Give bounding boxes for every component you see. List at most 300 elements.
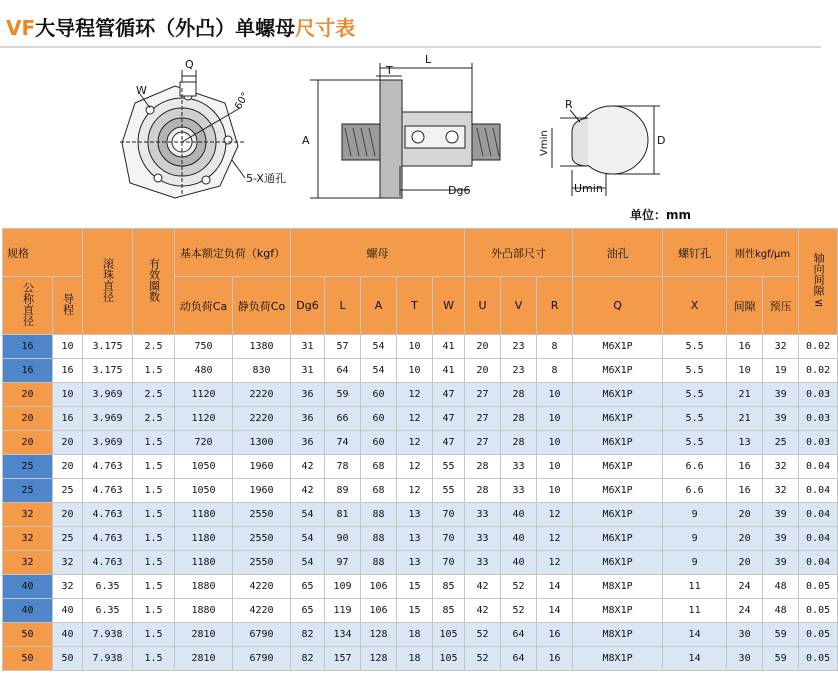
table-cell: 1.5 xyxy=(133,551,175,575)
table-cell: 9 xyxy=(663,551,727,575)
table-cell: 11 xyxy=(663,599,727,623)
table-cell: 20 xyxy=(53,503,83,527)
table-cell: 16 xyxy=(53,359,83,383)
table-cell: 1300 xyxy=(233,431,291,455)
table-cell: M6X1P xyxy=(573,551,663,575)
header-lead: 导程 xyxy=(53,277,83,335)
table-cell: 32 xyxy=(53,575,83,599)
table-cell: 3.969 xyxy=(83,431,133,455)
table-cell: 23 xyxy=(501,335,537,359)
table-cell: 12 xyxy=(397,455,433,479)
table-cell: 31 xyxy=(291,359,325,383)
table-cell: 32 xyxy=(763,335,799,359)
table-cell: 0.05 xyxy=(799,575,838,599)
table-cell: 5.5 xyxy=(663,335,727,359)
table-cell-nominal: 40 xyxy=(3,599,53,623)
table-cell: 5.5 xyxy=(663,407,727,431)
table-cell: M8X1P xyxy=(573,599,663,623)
table-cell-nominal: 16 xyxy=(3,335,53,359)
table-cell: 2220 xyxy=(233,407,291,431)
table-cell: 42 xyxy=(465,575,501,599)
table-cell: 5.5 xyxy=(663,383,727,407)
table-cell: 70 xyxy=(433,503,465,527)
table-cell: 4220 xyxy=(233,575,291,599)
header-v: V xyxy=(501,277,537,335)
table-cell: 16 xyxy=(727,335,763,359)
table-cell: 88 xyxy=(361,503,397,527)
table-cell: 1180 xyxy=(175,527,233,551)
table-cell: 54 xyxy=(361,335,397,359)
label-l: L xyxy=(425,53,432,66)
table-cell: 14 xyxy=(537,575,573,599)
table-cell: 0.04 xyxy=(799,527,838,551)
table-cell: 82 xyxy=(291,647,325,671)
table-cell: 40 xyxy=(501,527,537,551)
table-row xyxy=(3,551,838,575)
table-cell: 20 xyxy=(727,527,763,551)
header-a: A xyxy=(361,277,397,335)
table-cell-nominal: 32 xyxy=(3,551,53,575)
table-cell: 1.5 xyxy=(133,599,175,623)
table-cell: 52 xyxy=(501,599,537,623)
table-cell: M8X1P xyxy=(573,623,663,647)
label-r: R xyxy=(565,98,573,111)
table-cell: 54 xyxy=(291,527,325,551)
table-cell: 9 xyxy=(663,527,727,551)
header-t: T xyxy=(397,277,433,335)
table-cell: M8X1P xyxy=(573,575,663,599)
table-cell: 30 xyxy=(727,647,763,671)
table-cell: 27 xyxy=(465,431,501,455)
table-cell: 18 xyxy=(397,623,433,647)
table-cell: 8 xyxy=(537,335,573,359)
table-cell: 1050 xyxy=(175,455,233,479)
label-angle: 60° xyxy=(233,90,252,112)
table-cell: 4.763 xyxy=(83,503,133,527)
header-u: U xyxy=(465,277,501,335)
table-cell: 65 xyxy=(291,599,325,623)
table-cell: 20 xyxy=(727,551,763,575)
table-cell: 128 xyxy=(361,623,397,647)
table-cell: 23 xyxy=(501,359,537,383)
title-suffix: 尺寸表 xyxy=(295,16,356,40)
table-cell: 24 xyxy=(727,575,763,599)
table-cell: 1180 xyxy=(175,503,233,527)
table-cell: 16 xyxy=(727,479,763,503)
table-cell: 20 xyxy=(465,335,501,359)
table-cell: 3.175 xyxy=(83,359,133,383)
header-gap: 间隙 xyxy=(727,277,763,335)
table-cell: 10 xyxy=(537,455,573,479)
table-cell: M6X1P xyxy=(573,503,663,527)
table-cell: 39 xyxy=(763,503,799,527)
table-cell: 97 xyxy=(325,551,361,575)
table-cell: 40 xyxy=(501,551,537,575)
table-cell: 14 xyxy=(663,647,727,671)
header-dg6: Dg6 xyxy=(291,277,325,335)
table-cell: 41 xyxy=(433,359,465,383)
table-body xyxy=(3,335,838,671)
table-cell: 10 xyxy=(537,407,573,431)
table-cell: 12 xyxy=(397,479,433,503)
header-axial-play: 轴向间隙≤ xyxy=(799,229,838,335)
table-cell: 0.04 xyxy=(799,455,838,479)
table-cell: 54 xyxy=(361,359,397,383)
table-cell-nominal: 20 xyxy=(3,383,53,407)
table-cell: 55 xyxy=(433,455,465,479)
table-cell: 20 xyxy=(727,503,763,527)
header-spec: 规格 xyxy=(3,229,83,277)
table-cell: 39 xyxy=(763,551,799,575)
table-cell: 68 xyxy=(361,455,397,479)
table-cell: 59 xyxy=(325,383,361,407)
table-cell: 830 xyxy=(233,359,291,383)
table-cell: 1120 xyxy=(175,383,233,407)
table-cell: 105 xyxy=(433,647,465,671)
table-cell: 28 xyxy=(465,479,501,503)
table-cell: 0.02 xyxy=(799,335,838,359)
table-cell: 2.5 xyxy=(133,335,175,359)
table-cell-nominal: 20 xyxy=(3,431,53,455)
table-cell: 5.5 xyxy=(663,359,727,383)
table-cell: 32 xyxy=(53,551,83,575)
table-cell: 39 xyxy=(763,527,799,551)
table-row xyxy=(3,527,838,551)
table-cell: 31 xyxy=(291,335,325,359)
section-view xyxy=(552,106,660,196)
table-cell: 55 xyxy=(433,479,465,503)
table-cell: 70 xyxy=(433,527,465,551)
table-cell: 27 xyxy=(465,383,501,407)
table-cell: 54 xyxy=(291,551,325,575)
table-cell: 720 xyxy=(175,431,233,455)
table-cell: 0.03 xyxy=(799,431,838,455)
label-d: D xyxy=(657,134,666,147)
table-cell: 6.35 xyxy=(83,599,133,623)
table-cell: 52 xyxy=(501,575,537,599)
table-cell: 157 xyxy=(325,647,361,671)
table-cell: 85 xyxy=(433,575,465,599)
table-cell: 28 xyxy=(465,455,501,479)
table-cell: 21 xyxy=(727,407,763,431)
table-cell: 1960 xyxy=(233,455,291,479)
table-cell: 1880 xyxy=(175,599,233,623)
table-cell: 16 xyxy=(537,623,573,647)
table-cell: 25 xyxy=(763,431,799,455)
label-holes: 5-X通孔 xyxy=(246,172,286,185)
table-cell: 106 xyxy=(361,575,397,599)
header-nut: 螺母 xyxy=(291,229,465,277)
table-cell: 2550 xyxy=(233,503,291,527)
table-cell: 4.763 xyxy=(83,455,133,479)
table-cell: 21 xyxy=(727,383,763,407)
table-cell: 40 xyxy=(501,503,537,527)
label-a: A xyxy=(302,134,310,147)
table-cell: 90 xyxy=(325,527,361,551)
table-cell: 18 xyxy=(397,647,433,671)
table-cell: 3.969 xyxy=(83,407,133,431)
table-cell: 1380 xyxy=(233,335,291,359)
table-cell: 0.03 xyxy=(799,407,838,431)
table-cell: 12 xyxy=(397,383,433,407)
table-cell: 0.04 xyxy=(799,503,838,527)
table-cell: 16 xyxy=(727,455,763,479)
table-cell-nominal: 32 xyxy=(3,503,53,527)
table-cell: 6790 xyxy=(233,623,291,647)
table-cell: 0.02 xyxy=(799,359,838,383)
table-cell: 52 xyxy=(465,647,501,671)
side-view xyxy=(310,63,500,198)
table-cell: 3.175 xyxy=(83,335,133,359)
table-cell: 70 xyxy=(433,551,465,575)
table-cell: 28 xyxy=(501,383,537,407)
header-preload: 预压 xyxy=(763,277,799,335)
table-cell: 14 xyxy=(537,599,573,623)
table-cell: 60 xyxy=(361,431,397,455)
table-cell: 2550 xyxy=(233,551,291,575)
table-cell: 47 xyxy=(433,407,465,431)
table-cell: 33 xyxy=(465,503,501,527)
label-t: T xyxy=(386,64,393,77)
table-cell: 1050 xyxy=(175,479,233,503)
table-cell: 105 xyxy=(433,623,465,647)
page-header xyxy=(0,0,821,48)
table-cell: 85 xyxy=(433,599,465,623)
table-cell: 1.5 xyxy=(133,575,175,599)
table-row xyxy=(3,575,838,599)
table-cell: 12 xyxy=(397,431,433,455)
table-cell: M6X1P xyxy=(573,335,663,359)
table-cell: 5.5 xyxy=(663,431,727,455)
table-cell: 40 xyxy=(53,599,83,623)
label-dg6: Dg6 xyxy=(448,184,471,197)
table-cell: 13 xyxy=(397,503,433,527)
header-load-rating: 基本额定负荷（kgf） xyxy=(175,229,291,277)
unit-label: 单位：mm xyxy=(630,208,692,222)
table-cell: 39 xyxy=(763,383,799,407)
table-row xyxy=(3,407,838,431)
table-cell: 52 xyxy=(465,623,501,647)
table-cell: 42 xyxy=(291,455,325,479)
table-cell: 14 xyxy=(663,623,727,647)
table-cell: 480 xyxy=(175,359,233,383)
table-row xyxy=(3,479,838,503)
header-turns: 有效圈数 xyxy=(133,229,175,335)
table-cell: 59 xyxy=(763,623,799,647)
header-q: Q xyxy=(573,277,663,335)
header-screw-hole: 螺钉孔 xyxy=(663,229,727,277)
table-cell: 134 xyxy=(325,623,361,647)
table-cell: 1120 xyxy=(175,407,233,431)
table-cell-nominal: 25 xyxy=(3,479,53,503)
table-cell: 64 xyxy=(325,359,361,383)
table-cell: 4.763 xyxy=(83,479,133,503)
table-cell: 0.05 xyxy=(799,647,838,671)
table-row xyxy=(3,431,838,455)
table-cell: 6.35 xyxy=(83,575,133,599)
table-cell: 66 xyxy=(325,407,361,431)
table-cell: 12 xyxy=(537,551,573,575)
table-cell: 1880 xyxy=(175,575,233,599)
header-rigidity: 刚性kgf/μm xyxy=(727,229,799,277)
table-cell: 47 xyxy=(433,383,465,407)
table-cell: 0.05 xyxy=(799,623,838,647)
table-row xyxy=(3,599,838,623)
table-cell-nominal: 25 xyxy=(3,455,53,479)
table-cell: 4.763 xyxy=(83,551,133,575)
table-cell: 65 xyxy=(291,575,325,599)
table-row xyxy=(3,455,838,479)
table-cell: 750 xyxy=(175,335,233,359)
header-x: X xyxy=(663,277,727,335)
table-cell: M6X1P xyxy=(573,383,663,407)
table-cell-nominal: 40 xyxy=(3,575,53,599)
table-cell: 2220 xyxy=(233,383,291,407)
table-cell: 2.5 xyxy=(133,407,175,431)
table-cell: 1960 xyxy=(233,479,291,503)
table-cell: M8X1P xyxy=(573,647,663,671)
drawing-svg xyxy=(0,48,821,228)
table-cell: 16 xyxy=(53,407,83,431)
table-cell: 28 xyxy=(501,407,537,431)
table-cell: M6X1P xyxy=(573,527,663,551)
header-oil-hole: 油孔 xyxy=(573,229,663,277)
table-cell: 1.5 xyxy=(133,455,175,479)
table-cell: 1.5 xyxy=(133,647,175,671)
table-cell: 88 xyxy=(361,527,397,551)
table-cell: 2810 xyxy=(175,647,233,671)
table-cell: 10 xyxy=(397,335,433,359)
table-cell: 7.938 xyxy=(83,623,133,647)
header-nominal-dia: 公称直径 xyxy=(3,277,53,335)
table-cell: 0.03 xyxy=(799,383,838,407)
label-vmin: Vmin xyxy=(539,130,550,156)
table-cell: 48 xyxy=(763,575,799,599)
table-cell: 20 xyxy=(53,431,83,455)
table-cell: 2.5 xyxy=(133,383,175,407)
table-cell: 1.5 xyxy=(133,431,175,455)
table-cell: 24 xyxy=(727,599,763,623)
table-cell-nominal: 50 xyxy=(3,623,53,647)
table-cell: 33 xyxy=(501,479,537,503)
table-row xyxy=(3,335,838,359)
table-cell: 12 xyxy=(537,503,573,527)
table-cell: 1.5 xyxy=(133,623,175,647)
table-cell: 0.04 xyxy=(799,551,838,575)
table-cell: 10 xyxy=(53,383,83,407)
table-cell: 74 xyxy=(325,431,361,455)
table-cell: 10 xyxy=(53,335,83,359)
table-cell-nominal: 16 xyxy=(3,359,53,383)
table-cell: 0.04 xyxy=(799,479,838,503)
table-cell: 10 xyxy=(537,431,573,455)
header-l: L xyxy=(325,277,361,335)
table-cell: 8 xyxy=(537,359,573,383)
header-r: R xyxy=(537,277,573,335)
table-cell: 13 xyxy=(397,551,433,575)
table-cell: 6790 xyxy=(233,647,291,671)
table-cell: 11 xyxy=(663,575,727,599)
table-cell: 2550 xyxy=(233,527,291,551)
table-cell: 32 xyxy=(763,455,799,479)
label-w: W xyxy=(136,84,147,97)
table-cell-nominal: 32 xyxy=(3,527,53,551)
table-cell: 6.6 xyxy=(663,455,727,479)
table-cell: 13 xyxy=(727,431,763,455)
table-head xyxy=(3,229,838,335)
table-cell: 36 xyxy=(291,431,325,455)
table-cell: 109 xyxy=(325,575,361,599)
table-cell: 2810 xyxy=(175,623,233,647)
table-cell: 4220 xyxy=(233,599,291,623)
table-cell: 30 xyxy=(727,623,763,647)
table-cell: 64 xyxy=(501,647,537,671)
table-cell-nominal: 50 xyxy=(3,647,53,671)
table-cell-nominal: 20 xyxy=(3,407,53,431)
table-row xyxy=(3,623,838,647)
table-cell: 57 xyxy=(325,335,361,359)
table-cell: 54 xyxy=(291,503,325,527)
table-cell: 48 xyxy=(763,599,799,623)
table-cell: 25 xyxy=(53,527,83,551)
header-dynamic: 动负荷Ca xyxy=(175,277,233,335)
table-cell: M6X1P xyxy=(573,359,663,383)
table-cell: 36 xyxy=(291,383,325,407)
header-w: W xyxy=(433,277,465,335)
table-cell: 88 xyxy=(361,551,397,575)
table-cell: 47 xyxy=(433,431,465,455)
table-cell: 28 xyxy=(501,431,537,455)
table-cell: 128 xyxy=(361,647,397,671)
table-cell: 36 xyxy=(291,407,325,431)
table-cell: 89 xyxy=(325,479,361,503)
table-cell: 15 xyxy=(397,599,433,623)
table-cell: 39 xyxy=(763,407,799,431)
table-cell: 82 xyxy=(291,623,325,647)
table-cell: 10 xyxy=(537,383,573,407)
header-ball-dia: 滚珠直径 xyxy=(83,229,133,335)
table-cell: 19 xyxy=(763,359,799,383)
table-cell: 1.5 xyxy=(133,503,175,527)
table-cell: 78 xyxy=(325,455,361,479)
title-middle: 大导程管循环（外凸）单螺母 xyxy=(35,16,296,40)
table-cell: 106 xyxy=(361,599,397,623)
table-cell: 12 xyxy=(397,407,433,431)
table-cell: 32 xyxy=(763,479,799,503)
table-cell: 64 xyxy=(501,623,537,647)
table-cell: 10 xyxy=(397,359,433,383)
table-cell: 20 xyxy=(465,359,501,383)
table-cell: 41 xyxy=(433,335,465,359)
table-cell: 1.5 xyxy=(133,527,175,551)
table-cell: 42 xyxy=(465,599,501,623)
table-cell: 13 xyxy=(397,527,433,551)
table-cell: 81 xyxy=(325,503,361,527)
spec-table xyxy=(2,228,838,671)
table-row xyxy=(3,503,838,527)
table-cell: 33 xyxy=(465,527,501,551)
table-cell: 33 xyxy=(465,551,501,575)
title-prefix: VF xyxy=(6,16,36,40)
header-static: 静负荷Co xyxy=(233,277,291,335)
table-cell: 16 xyxy=(537,647,573,671)
table-cell: M6X1P xyxy=(573,407,663,431)
table-cell: 42 xyxy=(291,479,325,503)
label-q: Q xyxy=(185,58,194,71)
table-cell: 15 xyxy=(397,575,433,599)
table-cell: 1.5 xyxy=(133,479,175,503)
table-row xyxy=(3,647,838,671)
